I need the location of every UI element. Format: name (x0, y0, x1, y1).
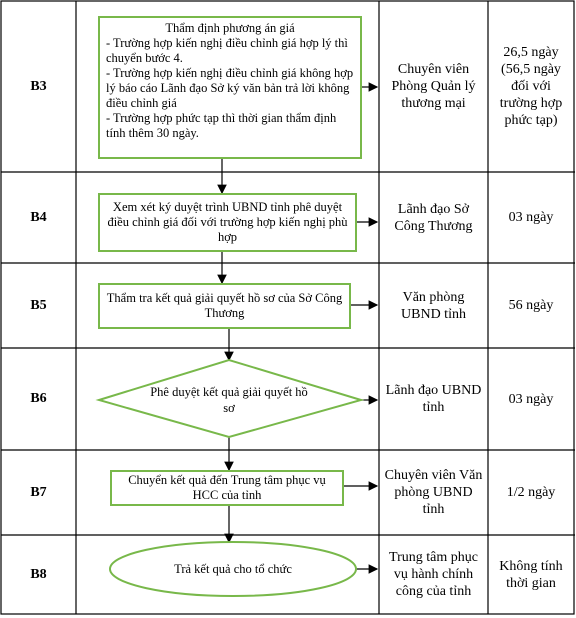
time-b7: 1/2 ngày (506, 485, 556, 500)
step-label-b8: B8 (30, 566, 47, 582)
task-title-b3: Thẩm định phương án giá (165, 21, 295, 35)
task-line: - Trường hợp kiến nghị điều chỉnh giá không hợp lý báo cáo Lãnh đạo Sở ký văn bản trả lời không điều chỉnh giá (106, 66, 354, 110)
task-label-b6: Phê duyệt kết quả giải quyết hồ sơ (150, 385, 308, 415)
task-box-b7: Chuyển kết quả đến Trung tâm phục vụ HCC của tỉnh (110, 470, 344, 506)
time-b4: 03 ngày (508, 210, 554, 225)
step-label-b6: B6 (30, 391, 47, 406)
actor-b4: Lãnh đạo Sở Công Thương (394, 201, 473, 234)
task-label-b8: Trả kết quả cho tổ chức (174, 562, 292, 576)
step-label-b3: B3 (30, 78, 47, 94)
task-box-b4: Xem xét ký duyệt trình UBND tỉnh phê duyệt điều chỉnh giá đối với trường hợp kiến nghị phù hợp (98, 193, 357, 252)
step-label-b5: B5 (30, 297, 47, 313)
actor-b7: Chuyên viên Văn phòng UBND tỉnh (384, 468, 483, 517)
actor-b5: Văn phòng UBND tỉnh (401, 289, 466, 322)
time-b8: Không tính thời gian (499, 558, 563, 591)
time-b3: 26,5 ngày (56,5 ngày đối với trường hợp phức tạp) (499, 45, 563, 128)
actor-b8: Trung tâm phục vụ hành chính công của tỉnh (389, 550, 478, 599)
actor-b6: Lãnh đạo UBND tỉnh (385, 383, 482, 415)
step-label-b4: B4 (30, 209, 47, 225)
task-box-b5: Thẩm tra kết quả giải quyết hồ sơ của Sở Công Thương (98, 283, 351, 329)
actor-b3: Chuyên viên Phòng Quản lý thương mại (391, 62, 476, 111)
task-line: - Trường hợp phức tạp thì thời gian thẩm định tính thêm 30 ngày. (106, 111, 337, 140)
time-b6: 03 ngày (508, 391, 554, 407)
time-b5: 56 ngày (508, 298, 554, 313)
task-line: - Trường hợp kiến nghị điều chỉnh giá hợp lý thì chuyển bước 4. (106, 36, 348, 65)
step-label-b7: B7 (30, 484, 47, 500)
task-box-b3 (98, 16, 362, 159)
